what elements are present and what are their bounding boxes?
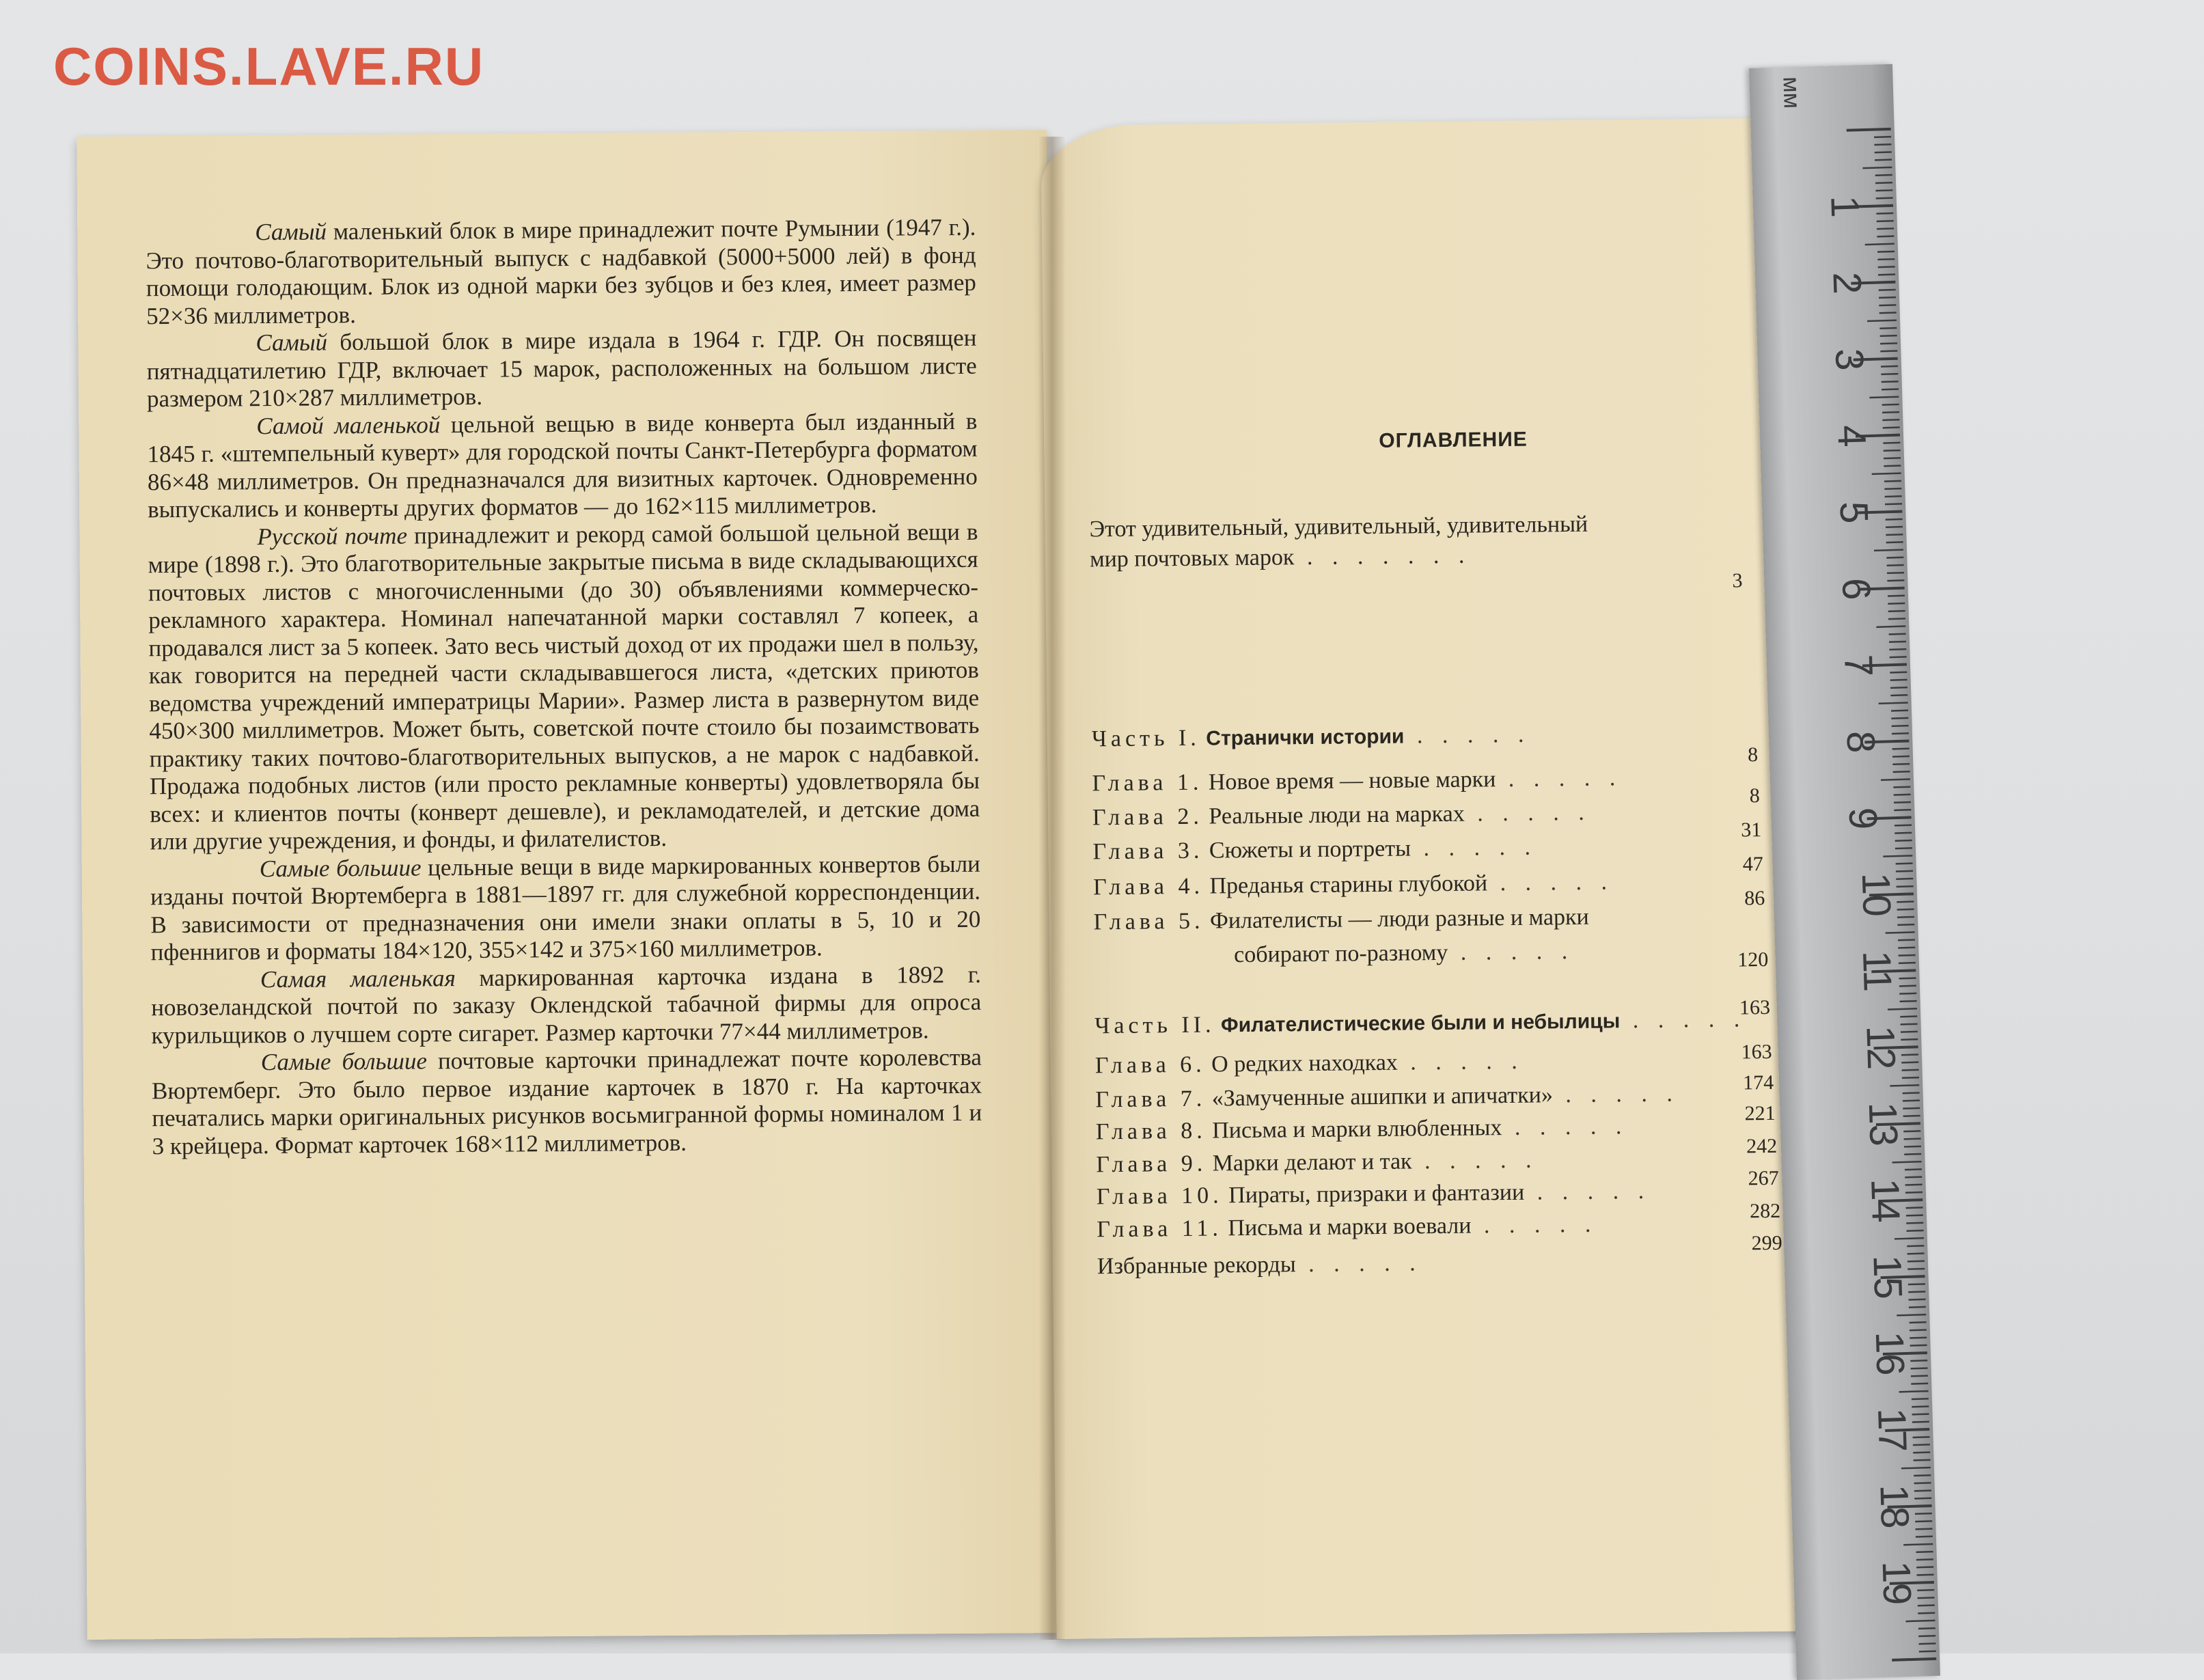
ruler-tick <box>1899 1391 1929 1392</box>
ruler-tick <box>1916 1529 1933 1530</box>
toc-entry <box>1095 1080 1778 1117</box>
toc-entry <box>1093 868 1776 905</box>
toc-entry-title: собирают по-разному <box>1234 940 1448 967</box>
right-page <box>1041 118 1842 1639</box>
ruler-unit: мм <box>1777 77 1804 109</box>
ruler-tick <box>1847 129 1891 130</box>
toc-leader-dots: . . . . . <box>1471 1212 1597 1239</box>
toc-leader-dots: . . . . . <box>1295 1250 1422 1277</box>
paragraph <box>147 407 978 523</box>
paragraph <box>148 518 980 855</box>
toc-entry-label: Глава 1. <box>1092 770 1202 797</box>
toc-entry-label: Глава 9. <box>1096 1151 1207 1178</box>
toc-entry-title: Письма и марки воевали <box>1228 1213 1471 1241</box>
ruler-tick <box>1911 1383 1928 1384</box>
toc-entry-title: Марки делают и так <box>1213 1148 1412 1176</box>
toc-entry-title: Сюжеты и портреты <box>1209 836 1411 863</box>
ruler-tick <box>1887 580 1904 581</box>
ruler-tick <box>1907 1245 1924 1246</box>
ruler-tick <box>1884 488 1901 489</box>
ruler-tick <box>1877 259 1895 260</box>
toc-entry-label: Глава 8. <box>1096 1118 1207 1145</box>
ruler-tick <box>1880 351 1897 352</box>
paragraph-text: маркированная карточка издана в 1892 г. новозеландской почтой по заказу Оклендской табачной фирмы для опроса курильщиков о лучшем сорте сигарет. Размер карточки 77×44 миллиметров. <box>151 961 981 1048</box>
paragraph-lead: Самые большие <box>261 1047 427 1075</box>
ruler-tick <box>1899 955 1916 956</box>
ruler-tick <box>1869 397 1899 398</box>
ruler-tick <box>1877 228 1894 229</box>
paragraph-text: большой блок в мире издала в 1964 г. ГДР. Он посвящен пятнадцатилетию ГДР, включает 15 марок, расположенных на большом листе размером 210×287 миллиметров. <box>147 325 977 412</box>
toc-entry-title: «Замученные ашипки и апичатки» <box>1212 1082 1554 1111</box>
toc-leader-dots: . . . . . <box>1553 1081 1679 1107</box>
ruler-tick <box>1882 381 1899 382</box>
toc-entry-title: Письма и марки влюбленных <box>1212 1115 1502 1143</box>
ruler-tick <box>1876 213 1893 214</box>
ruler-number: 12 <box>1857 1025 1904 1070</box>
toc-entry-title: Странички истории <box>1206 726 1404 750</box>
ruler-number: 11 <box>1854 950 1901 992</box>
ruler-tick <box>1887 565 1904 566</box>
toc-entry <box>1097 1210 1780 1247</box>
toc-intro-line: Этот удивительный, удивительный, удивительный <box>1089 509 1622 545</box>
paragraph <box>151 961 982 1049</box>
toc-leader-dots: . . . . . <box>1487 869 1614 896</box>
ruler-tick <box>1899 978 1916 979</box>
ruler-number: 4 <box>1828 424 1875 447</box>
toc-entry <box>1094 1006 1778 1043</box>
toc-entry <box>1092 764 1775 801</box>
ruler-tick <box>1884 481 1901 482</box>
ruler-tick <box>1882 389 1899 390</box>
toc-page-number: 267 <box>1724 1167 1778 1191</box>
ruler-tick <box>1891 718 1908 719</box>
ruler-tick <box>1890 1085 1919 1086</box>
toc-leader-dots: . . . . . <box>1496 765 1622 792</box>
ruler-number: 1 <box>1821 195 1868 218</box>
ruler-tick <box>1895 848 1912 849</box>
paragraph-text: принадлежит и рекорд самой большой цельной вещи в мире (1898 г.). Это благотворительные закрытые письма в виде складывающихся почтовых листов с многочисленными (до 30) объявлениями коммерческо-рекламного характера. Номинал напечатанной марки составлял 7 копеек, а продавался лист за 5 копеек. Зато весь чистый доход от их продажи шел в пользу, как говорится на передней части складывавшегося листа, «детских приютов ведомства учреждений императрицы Марии». Размер листа в развернутом виде 450×300 миллиметров. Может быть, советской почте стоило бы позаимствовать практику таких почтово-благотворительных выпусков, а не марок с надбавкой. Продажа подобных листов (или просто рекламные конверты) удовлетворяла бы всех: и клиентов почты (конверт дешевле), и рекламодателей, и детские дома или другие учреждения, и фонды, и филателистов. <box>148 518 980 855</box>
ruler-number: 9 <box>1840 807 1886 830</box>
toc-entry <box>1095 1046 1778 1083</box>
toc-leader-dots: . . . . . <box>1411 835 1537 862</box>
toc-entry-label: Глава 4. <box>1093 874 1204 900</box>
ruler-tick <box>1914 1475 1931 1476</box>
ruler-tick <box>1894 802 1911 803</box>
ruler-tick <box>1880 335 1897 336</box>
toc-entry <box>1096 1112 1779 1149</box>
ruler-tick <box>1886 519 1903 520</box>
paragraph-lead: Самой маленькой <box>256 411 440 439</box>
toc-entry-label: Глава 11. <box>1097 1215 1222 1242</box>
toc-entry-label: Глава 10. <box>1097 1183 1223 1209</box>
ruler-tick <box>1910 1322 1927 1323</box>
paragraph <box>146 214 976 330</box>
ruler-tick <box>1877 236 1894 237</box>
ruler-tick <box>1907 1230 1924 1231</box>
ruler-tick <box>1876 626 1905 627</box>
ruler-tick <box>1900 1001 1917 1002</box>
ruler-tick <box>1889 634 1906 635</box>
ruler-tick <box>1884 465 1901 466</box>
toc-page-number: 47 <box>1709 853 1763 877</box>
toc-entry-label: Глава 2. <box>1092 804 1203 831</box>
paragraph-text: маленький блок в мире принадлежит почте Румынии (1947 г.). Это почтово-благотворительный выпуск с надбавкой (5000+5000 лей) в фонд помощи голодающим. Блок из одной марки без зубцов и без клея, имеет размер 52×36 миллиметров. <box>146 214 976 329</box>
toc-intro <box>1089 509 1623 575</box>
ruler-tick <box>1909 1299 1926 1300</box>
paragraph-text: почтовые карточки принадлежат почте королевства Вюртемберг. Это было первое издание карточек в 1870 г. На карточках печатались марки оригинальных рисунков восьмигранной формы номиналом 1 и 3 крейцера. Формат карточек 168×112 миллиметров. <box>152 1044 982 1159</box>
ruler-tick <box>1897 1314 1926 1315</box>
toc-title: ОГЛАВЛЕНИЕ <box>1379 428 1528 453</box>
ruler-number: 3 <box>1826 348 1873 371</box>
toc-entry-title: Филателистические были и небылицы <box>1221 1010 1621 1036</box>
ruler-tick <box>1904 1146 1921 1147</box>
ruler-number: 14 <box>1862 1178 1909 1223</box>
toc-page-number: 221 <box>1720 1102 1775 1126</box>
ruler-tick <box>1918 1628 1936 1629</box>
ruler-tick <box>1865 244 1895 245</box>
ruler-tick <box>1903 1544 1933 1545</box>
ruler-number: 2 <box>1824 271 1871 294</box>
ruler-tick <box>1913 1452 1930 1453</box>
ruler-tick <box>1895 1238 1924 1239</box>
ruler-number: 7 <box>1835 654 1882 677</box>
ruler-number: 15 <box>1864 1254 1911 1299</box>
ruler-tick <box>1874 144 1891 145</box>
toc-page-number: 242 <box>1722 1135 1777 1159</box>
ruler-tick <box>1879 313 1897 314</box>
ruler-tick <box>1879 328 1897 329</box>
ruler-tick <box>1876 198 1893 199</box>
ruler-tick <box>1875 160 1892 161</box>
ruler-tick <box>1872 473 1901 474</box>
toc-entry <box>1093 903 1776 939</box>
toc-page-number: 174 <box>1719 1071 1774 1095</box>
ruler-tick <box>1867 320 1897 321</box>
toc-page-number: 8 <box>1703 743 1758 767</box>
toc-leader-dots: . . . . . <box>1404 722 1530 749</box>
ruler-tick <box>1883 855 1912 856</box>
paragraph <box>146 325 977 413</box>
ruler-tick <box>1892 733 1909 734</box>
ruler-tick <box>1895 833 1912 834</box>
paragraph-text: цельные вещи в виде маркированных конвертов были изданы почтой Вюртемберга в 1881—1897 гг. для служебной корреспонденции. В зависимости от предназначения они имели знаки оплаты в 5, 10 и 20 пфеннигов и форматы 184×120, 355×142 и 375×160 миллиметров. <box>150 850 981 965</box>
ruler-tick <box>1884 450 1901 451</box>
left-page <box>77 130 1057 1640</box>
toc-entry-label: Часть I. <box>1092 726 1200 752</box>
ruler-tick <box>1880 343 1897 344</box>
ruler-tick <box>1918 1613 1935 1614</box>
ruler-tick <box>1890 672 1907 673</box>
ruler-tick <box>1919 1651 1936 1652</box>
toc-page-number: 163 <box>1718 1041 1772 1064</box>
ruler-tick <box>1879 703 1908 704</box>
ruler-tick <box>1911 1376 1928 1377</box>
ruler-tick <box>1875 175 1892 176</box>
toc-entry-title: Преданья старины глубокой <box>1209 870 1487 898</box>
toc-leader-dots: . . . . . <box>1524 1179 1651 1205</box>
toc-intro-text: мир почтовых марок <box>1090 545 1295 572</box>
ruler-tick <box>1885 496 1902 497</box>
ruler-tick <box>1902 1077 1919 1078</box>
toc-page-number: 3 <box>1688 569 1742 593</box>
ruler-number: 6 <box>1833 577 1879 601</box>
ruler-tick <box>1888 603 1905 604</box>
ruler-tick <box>1889 649 1906 650</box>
toc-leader-dots: . . . . . <box>1448 939 1574 965</box>
ruler-tick <box>1874 550 1903 551</box>
left-page-body <box>146 214 982 1160</box>
ruler-tick <box>1892 764 1910 765</box>
ruler-tick <box>1897 917 1914 918</box>
toc-entry <box>1092 719 1775 756</box>
ruler-tick <box>1898 940 1915 941</box>
toc-entry-title: О редких находках <box>1211 1050 1398 1077</box>
ruler-tick <box>1899 993 1916 994</box>
ruler-tick <box>1881 779 1910 780</box>
paragraph-lead: Русской почте <box>257 522 407 550</box>
paragraph <box>152 1044 982 1160</box>
ruler-tick <box>1892 1659 1936 1660</box>
toc-entry-label: Глава 7. <box>1095 1086 1206 1113</box>
ruler-tick <box>1892 756 1910 757</box>
ruler-tick <box>1883 427 1900 428</box>
ruler-number: 5 <box>1831 501 1877 524</box>
toc-entry-title: Пираты, призраки и фантазии <box>1228 1180 1524 1209</box>
ruler-tick <box>1897 924 1914 925</box>
ruler-tick <box>1899 986 1916 987</box>
ruler-number: 18 <box>1871 1484 1918 1529</box>
toc-entry <box>1092 798 1776 835</box>
toc-entry-title: Реальные люди на марках <box>1209 801 1465 829</box>
ruler-tick <box>1904 1154 1921 1155</box>
paragraph-lead: Самая маленькая <box>260 965 456 993</box>
ruler-tick <box>1881 366 1898 367</box>
toc-intro-line: мир почтовых марок . . . . . . . <box>1090 539 1623 575</box>
ruler-tick <box>1879 297 1896 298</box>
ruler-tick <box>1886 534 1903 535</box>
paragraph <box>150 850 981 966</box>
toc-entry <box>1092 832 1776 869</box>
ruler-tick <box>1877 251 1895 252</box>
toc-page-number: 299 <box>1727 1232 1782 1256</box>
paragraph-lead: Самые большие <box>260 854 422 882</box>
toc-entry-title: Новое время — новые марки <box>1209 767 1496 795</box>
toc-entry <box>1097 1177 1780 1214</box>
toc-leader-dots: . . . . . <box>1398 1049 1524 1075</box>
ruler-tick <box>1903 1092 1920 1093</box>
ruler-tick <box>1893 771 1910 772</box>
ruler-tick <box>1895 840 1912 841</box>
watermark-text: COINS.LAVE.RU <box>53 36 484 98</box>
ruler-tick <box>1890 687 1907 688</box>
ruler-tick <box>1862 167 1892 168</box>
ruler-tick <box>1882 404 1899 405</box>
paragraph-lead: Самый <box>256 329 327 356</box>
toc-leader-dots: . . . . . <box>1620 1006 1746 1033</box>
toc-entry-label: Глава 5. <box>1093 909 1204 935</box>
ruler-number: 16 <box>1866 1331 1914 1376</box>
ruler-tick <box>1893 787 1910 788</box>
ruler-tick <box>1882 412 1899 413</box>
toc-page-number: 86 <box>1710 887 1765 911</box>
ruler-tick <box>1905 1169 1922 1170</box>
ruler-tick <box>1878 266 1895 267</box>
toc-entry <box>1096 1145 1779 1182</box>
book-gutter <box>1038 137 1066 1640</box>
toc-entry-label: Часть II. <box>1094 1012 1215 1038</box>
toc-list <box>1041 118 1826 126</box>
ruler-number: 17 <box>1869 1407 1916 1452</box>
ruler-tick <box>1886 932 1915 933</box>
ruler-tick <box>1892 1161 1922 1162</box>
ruler-tick <box>1914 1460 1931 1461</box>
ruler-number: 10 <box>1853 872 1900 917</box>
ruler-tick <box>1895 825 1912 826</box>
ruler-number: 13 <box>1860 1101 1907 1146</box>
toc-entry-label: Глава 6. <box>1095 1052 1206 1079</box>
toc-leader-dots: . . . . . <box>1411 1148 1538 1174</box>
toc-page-number: 120 <box>1713 948 1768 972</box>
toc-leader-dots: . . . . . <box>1465 800 1591 827</box>
paragraph-text: цельной вещью в виде конверта был изданный в 1845 г. «штемпельный куверт» для городской почты Санкт-Петербурга форматом 86×48 миллиметров. Он предназначался для визитных карточек. Одновременно выпускались и конверты других форматов — до 162×115 миллиметров. <box>147 407 978 523</box>
ruler-number: 19 <box>1873 1560 1920 1606</box>
toc-entry-title: Избранные рекорды <box>1097 1252 1296 1279</box>
toc-page-number: 282 <box>1726 1200 1780 1224</box>
ruler-tick <box>1875 190 1892 191</box>
ruler-tick <box>1890 695 1907 696</box>
ruler-number: 8 <box>1837 730 1884 754</box>
ruler-tick <box>1902 1070 1919 1071</box>
ruler-tick <box>1886 557 1903 558</box>
toc-entry-label: Глава 3. <box>1092 838 1203 865</box>
ruler-tick <box>1906 1223 1923 1224</box>
paragraph-lead: Самый <box>255 218 327 245</box>
ruler-tick <box>1888 618 1905 619</box>
ruler-tick <box>1909 1307 1926 1308</box>
toc-entry-title: Филателисты — люди разные и марки <box>1210 905 1589 934</box>
toc-page-number: 163 <box>1716 996 1770 1020</box>
ruler-tick <box>1888 1008 1917 1009</box>
toc-entry <box>1097 1247 1780 1284</box>
toc-page-number: 8 <box>1705 784 1760 808</box>
ruler-tick <box>1875 182 1892 183</box>
toc-leader-dots: . . . . . <box>1502 1114 1628 1140</box>
toc-page-number: 31 <box>1707 818 1761 842</box>
ruler-tick <box>1882 419 1899 420</box>
